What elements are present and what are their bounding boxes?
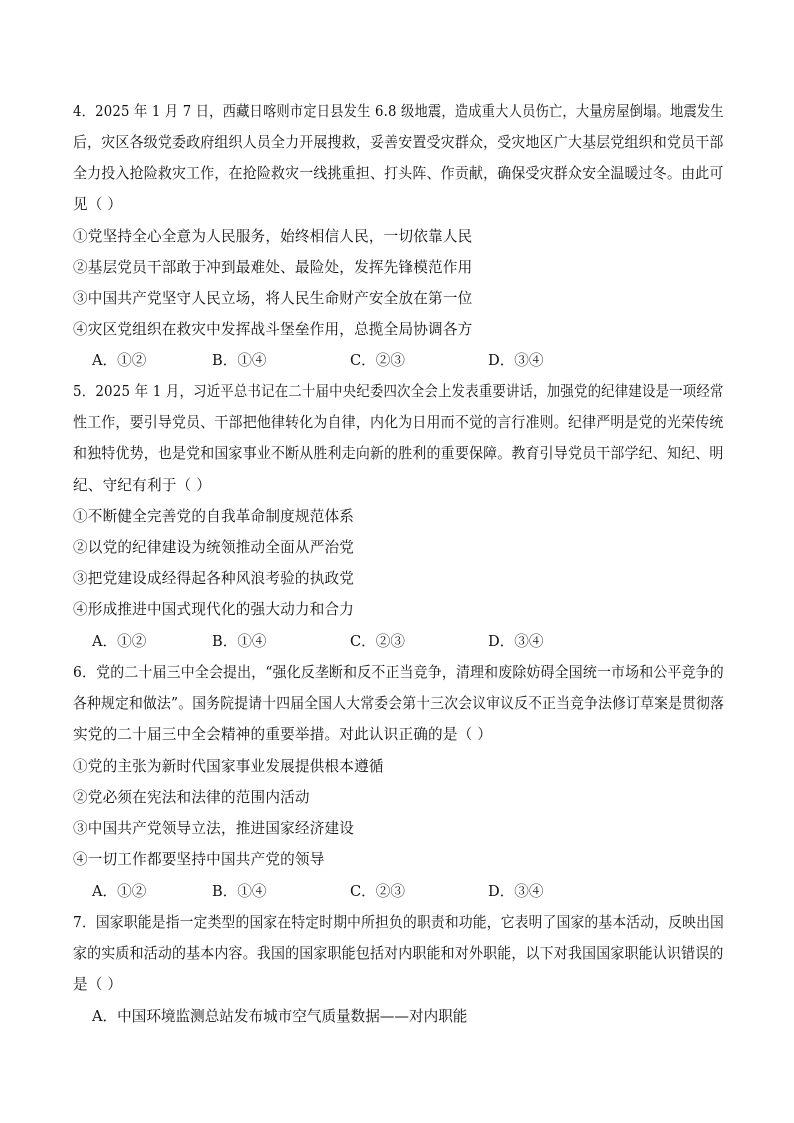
q4-statement: ③中国共产党坚守人民立场，将人民生命财产安全放在第一位	[73, 290, 473, 307]
q6-stem-line: 实党的二十届三中全会精神的重要举措。对此认识正确的是（ ）	[73, 726, 493, 743]
q4-stem-line: 见（ ）	[73, 196, 123, 213]
q6-stem-line: 各种规定和做法”。国务院提请十四届全国人大常委会第十三次会议审议反不正当竞争法修订草案是贯彻落	[73, 695, 725, 712]
q4-option-d[interactable]: D．③④	[488, 352, 544, 369]
q4-statement: ④灾区党组织在救灾中发挥战斗堡垒作用，总揽全局协调各方	[73, 321, 473, 338]
q5-statement: ④形成推进中国式现代化的强大动力和合力	[73, 601, 355, 618]
q6-option-b[interactable]: B．①④	[212, 883, 267, 900]
q4-option-c[interactable]: C．②③	[350, 352, 405, 369]
q5-statement: ②以党的纪律建设为统领推动全面从严治党	[73, 539, 355, 556]
q5-statement: ③把党建设成经得起各种风浪考验的执政党	[73, 570, 355, 587]
q4-option-b[interactable]: B．①④	[212, 352, 267, 369]
q5-option-b[interactable]: B．①④	[212, 633, 267, 650]
q6-option-a[interactable]: A．①②	[92, 883, 147, 900]
q6-statement: ②党必须在宪法和法律的范围内活动	[73, 789, 310, 806]
q5-stem-line: 性工作，要引导党员、干部把他律转化为自律，内化为日用而不觉的言行准则。纪律严明是党的光荣传统	[73, 414, 724, 431]
q7-stem-line: 7．国家职能是指一定类型的国家在特定时期中所担负的职责和功能，它表明了国家的基本活动，反映出国	[73, 914, 725, 931]
q4-stem-line: 全力投入抢险救灾工作，在抢险救灾一线挑重担、打头阵、作贡献，确保受灾群众安全温暖过冬。由此可	[73, 165, 724, 182]
q6-stem-line: 6．党的二十届三中全会提出，“强化反垄断和反不正当竞争，清理和废除妨碍全国统一市场和公平竞争的	[73, 664, 724, 681]
q5-option-a[interactable]: A．①②	[92, 633, 147, 650]
q6-option-c[interactable]: C．②③	[350, 883, 405, 900]
q6-option-d[interactable]: D．③④	[488, 883, 544, 900]
q4-stem-line: 4．2025 年 1 月 7 日，西藏日喀则市定日县发生 6.8 级地震，造成重大人员伤亡，大量房屋倒塌。地震发生	[73, 103, 724, 120]
q5-stem-line: 纪、守纪有利于（ ）	[73, 477, 211, 494]
q5-option-c[interactable]: C．②③	[350, 633, 405, 650]
q5-option-d[interactable]: D．③④	[488, 633, 544, 650]
q5-stem-line: 5．2025 年 1 月，习近平总书记在二十届中央纪委四次全会上发表重要讲话，加强党的纪律建设是一项经常	[73, 383, 724, 400]
q7-stem-line: 家的实质和活动的基本内容。我国的国家职能包括对内职能和对外职能，以下对我国国家职能认识错误的	[73, 945, 724, 962]
q4-statement: ①党坚持全心全意为人民服务，始终相信人民，一切依靠人民	[73, 228, 473, 245]
q4-statement: ②基层党员干部敢于冲到最难处、最险处，发挥先锋模范作用	[73, 259, 473, 276]
q6-statement: ①党的主张为新时代国家事业发展提供根本遵循	[73, 758, 384, 775]
q7-option-a[interactable]: A．中国环境监测总站发布城市空气质量数据——对内职能	[92, 1008, 468, 1025]
q5-stem-line: 和独特优势，也是党和国家事业不断从胜利走向新的胜利的重要保障。教育引导党员干部学纪、知纪、明	[73, 445, 724, 462]
q5-statement: ①不断健全完善党的自我革命制度规范体系	[73, 508, 355, 525]
q4-option-a[interactable]: A．①②	[92, 352, 147, 369]
q4-stem-line: 后，灾区各级党委政府组织人员全力开展搜救，妥善安置受灾群众，受灾地区广大基层党组织和党员干部	[73, 134, 724, 151]
q6-statement: ④一切工作都要坚持中国共产党的领导	[73, 851, 325, 868]
q6-statement: ③中国共产党领导立法，推进国家经济建设	[73, 820, 355, 837]
q7-stem-line: 是（ ）	[73, 976, 123, 993]
